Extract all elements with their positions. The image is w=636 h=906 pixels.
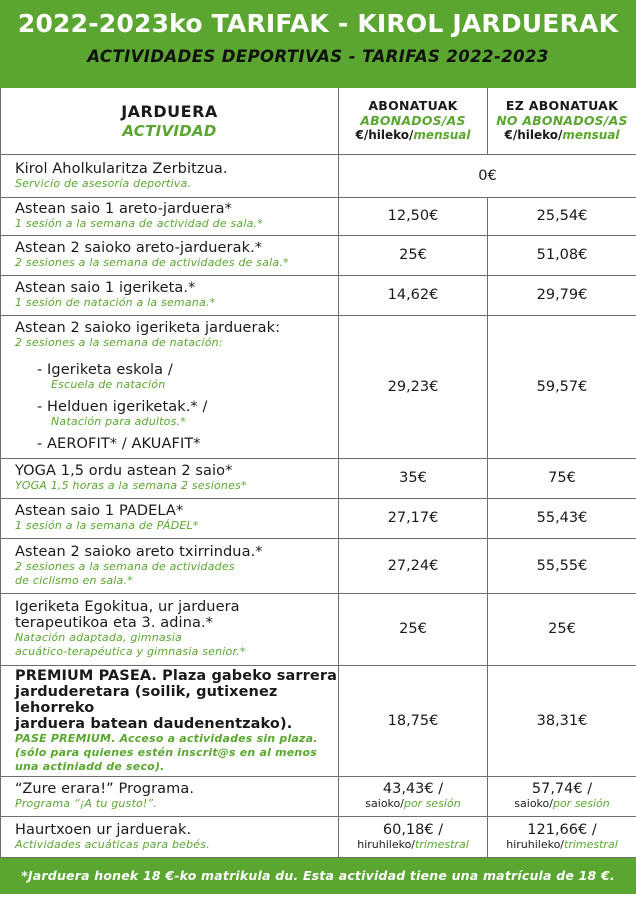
nonmember-price: 38,31€	[488, 665, 636, 776]
table-row	[1, 197, 636, 235]
nonmember-price-cell	[488, 776, 636, 816]
activity-cell: Igeriketa Egokitua, ur jarduera terapeutikoa eta 3. adina.* Natación adaptada, gimnasia acuático-terapéutica y gimnasia senior.*	[1, 593, 339, 665]
table-row	[1, 458, 636, 498]
page-title: 2022-2023ko TARIFAK - KIROL JARDUERAK	[17, 9, 619, 38]
table-row	[1, 776, 636, 816]
member-price: 18,75€	[339, 665, 488, 776]
nonmember-price: 55,43€	[488, 498, 636, 538]
activity-cell: Kirol Aholkularitza Zerbitzua. Servicio de asesoría deportiva.	[1, 154, 339, 197]
member-price: 25€	[339, 235, 488, 275]
sub-activity: - Igeriketa eskola / Escuela de natación	[37, 361, 173, 391]
activity-cell: Haurtxoen ur jarduerak. Actividades acuáticas para bebés.	[1, 816, 339, 857]
page-header	[0, 0, 636, 88]
nonmember-price: 59,57€	[488, 315, 636, 458]
table-row	[1, 275, 636, 315]
sub-activity: - Helduen igeriketak.* / Natación para adultos.*	[37, 398, 208, 428]
nonmember-price: 121,66€ /	[527, 821, 597, 838]
page-subtitle: ACTIVIDADES DEPORTIVAS - TARIFAS 2022-2023	[87, 47, 549, 66]
member-price: 43,43€ /	[382, 781, 444, 797]
table-row	[1, 538, 636, 593]
member-price: 25€	[339, 593, 488, 665]
nonmember-price: 57,74€ /	[531, 781, 593, 797]
member-price: 29,23€	[339, 315, 488, 458]
nonmember-price-cell	[488, 816, 636, 857]
activity-cell: PREMIUM PASEA. Plaza gabeko sarrera jarduderetara (soilik, gutixenez lehorreko jarduera batean daudenentzako). PASE PREMIUM. Acceso a actividades sin plaza. (sólo para quienes estén inscrit@s en al menos una actiniadd de seco).	[1, 665, 339, 776]
nonmember-price: 29,79€	[488, 275, 636, 315]
activity-cell: YOGA 1,5 ordu astean 2 saio* YOGA 1,5 horas a la semana 2 sesiones*	[1, 458, 339, 498]
activity-cell: “Zure erara!” Programa. Programa “¡A tu gusto!”.	[1, 776, 339, 816]
activity-cell: Astean saio 1 PADELA* 1 sesión a la semana de PÁDEL*	[1, 498, 339, 538]
activity-cell: Astean 2 saioko igeriketa jarduerak: 2 sesiones a la semana de natación: - Igeriketa eskola / Escuela de natación - Helduen igeriketak.* / Natación para adultos.* - AEROFIT* / AKUAFIT*	[1, 315, 339, 458]
members-column-header: ABONATUAK ABONADOS/AS €/hileko/mensual	[339, 88, 488, 154]
member-price: 35€	[339, 458, 488, 498]
activity-column-header: JARDUERA ACTIVIDAD	[1, 88, 339, 154]
table-row	[1, 498, 636, 538]
price-unit: hiruhileko/trimestral	[357, 837, 469, 851]
footer-note: *Jarduera honek 18 €-ko matrikula du. Esta actividad tiene una matrícula de 18 €.	[0, 858, 636, 894]
tariff-table	[0, 88, 636, 858]
activity-cell: Astean saio 1 igeriketa.* 1 sesión de natación a la semana.*	[1, 275, 339, 315]
member-price: 27,24€	[339, 538, 488, 593]
price-unit: saioko/por sesión	[514, 797, 610, 810]
activity-cell: Astean saio 1 areto-jarduera* 1 sesión a la semana de actividad de sala.*	[1, 197, 339, 235]
table-row	[1, 154, 636, 197]
member-price-cell	[339, 776, 488, 816]
nonmember-price: 75€	[488, 458, 636, 498]
table-row	[1, 816, 636, 857]
table-row	[1, 593, 636, 665]
member-price: 14,62€	[339, 275, 488, 315]
activity-cell: Astean 2 saioko areto txirrindua.* 2 sesiones a la semana de actividades de ciclismo en sala.*	[1, 538, 339, 593]
activity-cell: Astean 2 saioko areto-jarduerak.* 2 sesiones a la semana de actividades de sala.*	[1, 235, 339, 275]
member-price: 27,17€	[339, 498, 488, 538]
price-unit: saioko/por sesión	[365, 797, 461, 810]
table-row	[1, 665, 636, 776]
table-row	[1, 315, 636, 458]
table-header-row	[1, 88, 636, 154]
table-row	[1, 235, 636, 275]
member-price-cell	[339, 816, 488, 857]
nonmember-price: 55,55€	[488, 538, 636, 593]
nonmember-price: 51,08€	[488, 235, 636, 275]
member-price: 12,50€	[339, 197, 488, 235]
sub-activity: - AEROFIT* / AKUAFIT*	[37, 435, 201, 452]
price-cell: 0€	[339, 154, 636, 197]
nonmember-price: 25,54€	[488, 197, 636, 235]
price-unit: hiruhileko/trimestral	[506, 837, 618, 851]
nonmember-price: 25€	[488, 593, 636, 665]
nonmembers-column-header: EZ ABONATUAK NO ABONADOS/AS €/hileko/mensual	[488, 88, 636, 154]
member-price: 60,18€ /	[382, 821, 444, 838]
